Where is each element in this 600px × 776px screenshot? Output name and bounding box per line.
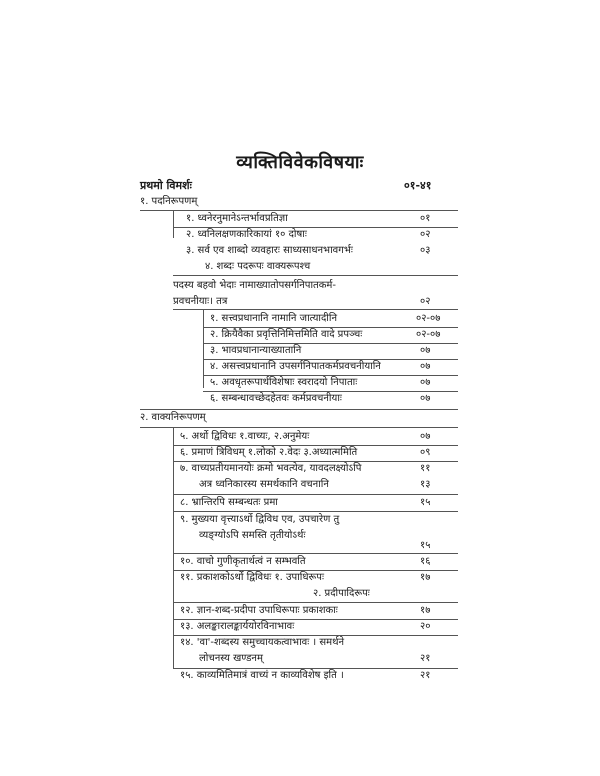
toc-page: ०२ — [420, 296, 431, 307]
divider — [140, 409, 458, 410]
toc-entry: व्यङ्ग्योऽपि समस्ति तृतीयोऽर्थः — [199, 530, 306, 541]
toc-entry: १४. 'वा'-शब्दस्य समुच्चायकत्वाभावः । समर्थने — [180, 637, 345, 648]
toc-page: ०७ — [420, 377, 431, 388]
divider — [173, 668, 458, 669]
divider — [140, 210, 458, 211]
toc-entry: ९. मुख्यया वृत्त्याऽर्थो द्विविध एव, उपचारेण तु — [180, 514, 340, 525]
toc-entry: ४. शब्दः पदरूपः वाक्यरूपश्च — [205, 261, 311, 272]
toc-page: १५ — [420, 497, 431, 508]
divider — [173, 445, 458, 446]
divider — [203, 343, 458, 344]
toc-entry: लोचनस्य खण्डनम् — [199, 653, 263, 664]
divider — [203, 375, 458, 376]
toc-page: ०७ — [420, 361, 431, 372]
toc-entry: २. क्रियैवैका प्रवृत्तिनिमित्तमिति वादे प्रपञ्चः — [210, 329, 363, 340]
divider — [173, 227, 458, 228]
vimarsha-label: प्रथमो विमर्शः — [140, 179, 192, 192]
toc-page: २१ — [420, 653, 431, 664]
divider — [173, 570, 458, 571]
toc-page: ०३ — [420, 245, 431, 256]
toc-page: ०२ — [420, 229, 431, 240]
toc-entry: १३. अलङ्कारालङ्कार्ययोरविनाभावः — [180, 621, 295, 632]
divider — [173, 275, 458, 276]
toc-page: १५ — [420, 540, 431, 551]
toc-entry: ६. प्रमाणं त्रिविधम् १.लोको २.वेदः ३.अध्यात्ममिति — [180, 447, 358, 458]
toc-page: ०७ — [420, 345, 431, 356]
toc-entry: पदस्य बहवो भेदाः नामाख्यातोपसर्गनिपातकर्म- — [173, 280, 337, 291]
page-title: व्यक्तिविवेकविषयाः — [236, 152, 364, 173]
toc-entry: ३. भावप्रधानान्याख्यातानि — [210, 345, 302, 356]
toc-page: ११ — [420, 463, 431, 474]
toc-page: १७ — [420, 605, 431, 616]
toc-page: ०७ — [420, 431, 431, 442]
divider — [173, 210, 174, 238]
toc-page: ०१ — [420, 213, 431, 224]
divider — [173, 553, 458, 554]
toc-entry: १५. काव्यमितिमात्रं वाच्यं न काव्यविशेष इति । — [180, 670, 344, 681]
toc-page: २१ — [420, 670, 431, 681]
toc-entry: ११. प्रकाशकोऽर्थो द्विविधः १. उपाधिरूपः — [180, 572, 324, 583]
divider — [173, 461, 458, 462]
toc-entry: १. सत्त्वप्रधानानि नामानि जात्यादीनि — [210, 313, 337, 324]
toc-entry: ४. असत्त्वप्रधानानि उपसर्गनिपातकर्मप्रवचनीयानि — [210, 361, 381, 372]
toc-entry: १०. वाचो गुणीकृतार्थत्वं न सम्भवति — [180, 556, 306, 567]
toc-entry: अत्र ध्वनिकारस्य समर्थकानि वचनानि — [199, 479, 329, 490]
toc-entry: ६. सम्बन्धावच्छेदहेतवः कर्मप्रवचनीयाः — [210, 393, 342, 404]
toc-page: ०७ — [420, 393, 431, 404]
divider — [203, 309, 204, 388]
toc-entry: २. ध्वनिलक्षणकारिकायां १० दोषाः — [186, 229, 307, 240]
toc-entry: ५. अवधृतरूपार्थविशेषाः स्वरादयो निपाताः — [210, 377, 358, 388]
toc-page: १७ — [420, 572, 431, 583]
vimarsha-pages: ०१-४१ — [404, 179, 432, 192]
toc-page: ०२-०७ — [416, 313, 441, 324]
divider — [203, 327, 458, 328]
divider — [173, 494, 458, 495]
section-heading: १. पदनिरूपणम् — [140, 196, 198, 207]
toc-page: १३ — [420, 479, 431, 490]
toc-entry: प्रवचनीयाः। तत्र — [173, 296, 228, 307]
divider — [173, 427, 174, 668]
toc-entry: ५. अर्थो द्विविधः १.वाच्यः, २.अनुमेयः — [180, 431, 310, 442]
divider — [140, 427, 458, 428]
toc-entry: ८. भ्रान्तिरपि सम्बन्धतः प्रमा — [180, 497, 278, 508]
divider — [173, 635, 458, 636]
section-heading: २. वाक्यनिरूपणम् — [140, 412, 206, 423]
toc-entry: १२. ज्ञान-शब्द-प्रदीपा उपाधिरूपाः प्रकाशकाः — [180, 605, 338, 616]
divider — [173, 511, 458, 512]
toc-entry: ३. सर्व एव शाब्दो व्यवहारः साध्यसाधनभावगर्भः — [186, 245, 353, 256]
toc-page: ०२-०७ — [416, 329, 441, 340]
toc-entry: २. प्रदीपादिरूपः — [313, 588, 370, 599]
divider — [173, 619, 458, 620]
toc-page: ०९ — [420, 447, 431, 458]
divider — [203, 391, 458, 392]
toc-entry: १. ध्वनेरनुमानेऽन्तर्भावप्रतिज्ञा — [186, 213, 288, 224]
toc-page: १६ — [420, 556, 431, 567]
toc-entry: ७. वाच्यप्रतीयमानयोः क्रमो भवत्येव, यावदलक्ष्योऽपि — [180, 463, 362, 474]
divider — [173, 602, 458, 603]
divider — [203, 359, 458, 360]
toc-page: २० — [420, 621, 431, 632]
divider — [173, 309, 458, 310]
